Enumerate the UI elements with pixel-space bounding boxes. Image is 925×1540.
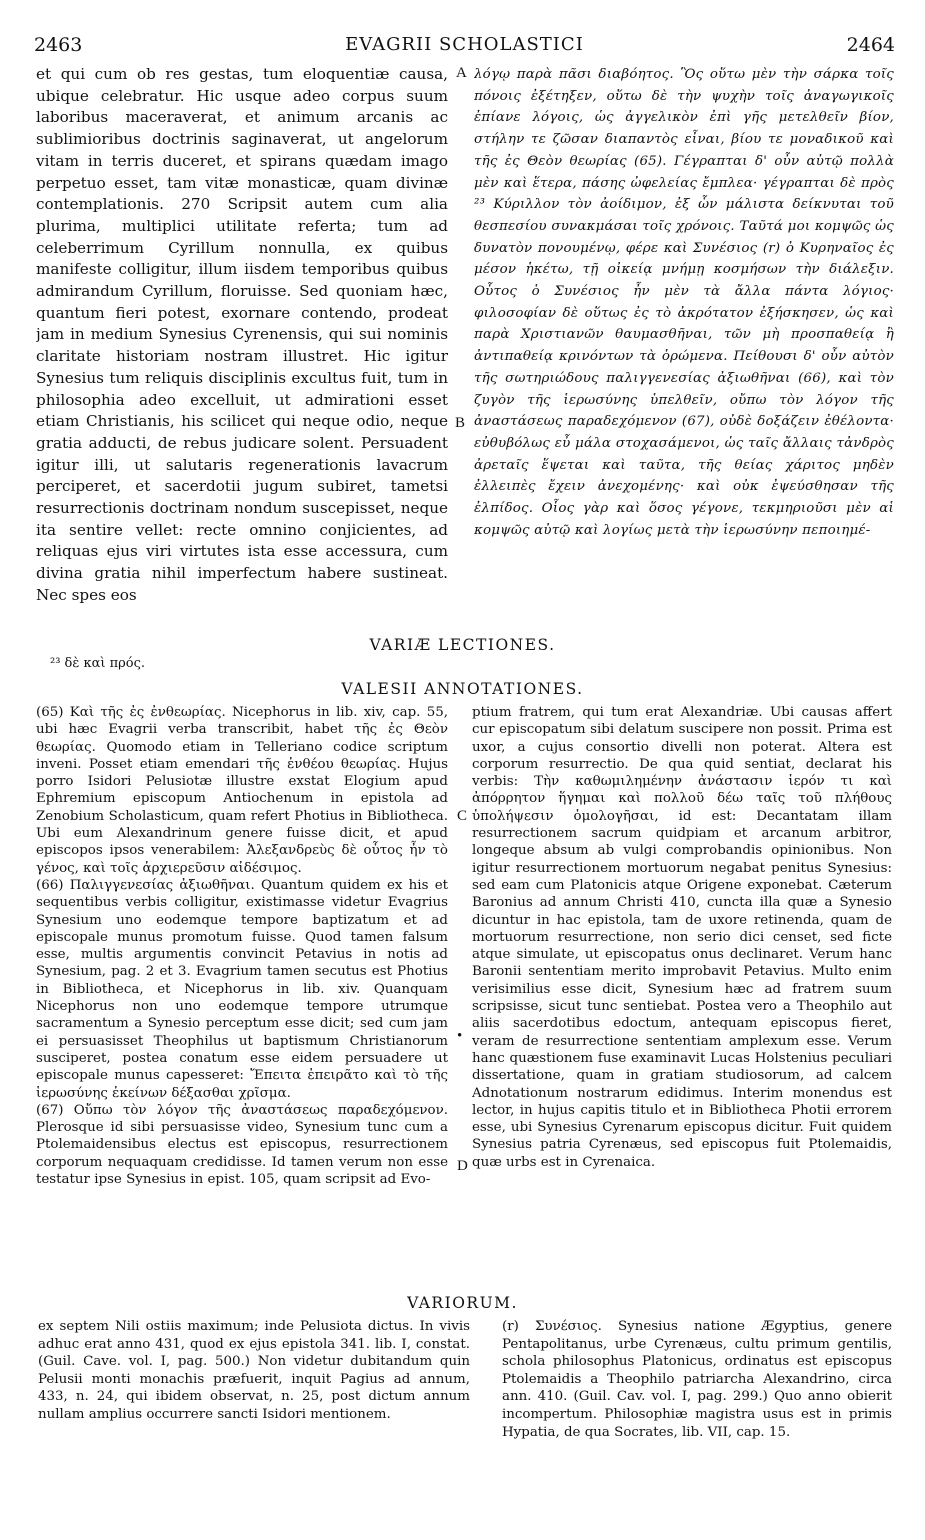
page-number-right: 2464 bbox=[846, 34, 895, 56]
margin-letter-c: C bbox=[457, 808, 468, 824]
annotation-67-continued: ptium fratrem, qui tum erat Alexandriæ. Ubi causas affert cur episcopatum sibi delatum suscipere non possit. Prima est uxor, a cujus consortio divelli non poterat. Altera est corporum resurrectio. De qua quid sentiat, declarat his verbis: Τὴν καθωμιλημένην ἀνάστασιν ἱερόν τι καὶ ἀπόρρητον ἥγημαι καὶ πολλοῦ δέω ταῖς τοῦ πλήθους ὑπολήψεσιν ὁμολογῆσαι, id est: Decantatam illam resurrectionem sacrum quidpiam et arcanum arbitror, longeque absum ab vulgi comprobandis opinionibus. Non igitur resurrectionem mortuorum negabat penitus Synesius: sed eam cum Platonicis atque Origene exponebat. Cæterum Baronius ad annum Christi 410, cuncta illa quæ a Synesio dicuntur in hac epistola, tam de uxore retinenda, quam de mortuorum resurrectione, non serio dici censet, sed ficte atque simulate, ut episcopatus onus declinaret. Verum hanc Baronii sententiam merito improbavit Petavius. Multo enim verisimilius esse dicit, Synesium hæc ad fratrem suum scripsisse, sicut tunc sentiebat. Postea vero a Theophilo aut aliis sacerdotibus edoctum, antequam episcopus fieret, veram de resurrectione sententiam amplexum esse. Verum hanc quæstionem fuse examinavit Lucas Holstenius peculiari dissertatione, quam in gratiam studiosorum, ad calcem Adnotationum nostrarum edidimus. Interim monendus est lector, in hujus capitis titulo et in Bibliotheca Photii errorem esse, ubi Synesius Cyrenarum episcopus dicitur. Fuit quidem Synesius patria Cyrenæus, sed episcopus fuit Ptolemaidis, quæ urbs est in Cyrenaica. bbox=[472, 705, 892, 1170]
page-number-left: 2463 bbox=[34, 34, 83, 56]
annotations-right-column bbox=[472, 704, 892, 1294]
variorum-right-column bbox=[502, 1318, 892, 1508]
section-title-variae-lectiones: VARIÆ LECTIONES. bbox=[369, 636, 556, 654]
footnote: ²³ δὲ καὶ πρός. bbox=[50, 656, 146, 671]
margin-bullet: • bbox=[457, 1028, 463, 1044]
section-title-variorum: VARIORUM. bbox=[407, 1294, 518, 1312]
margin-letter-a: A bbox=[456, 65, 467, 81]
variorum-note-r: (r) Συνέσιος. Synesius natione Ægyptius, genere Pentapolitanus, urbe Cyrenæus, cultu primum gentilis, schola philosophus Platonicus, ordinatus est episcopus Ptolemaidis a Theophilo patriarcha Alexandrino, circa ann. 410. (Guil. Cav. vol. I, pag. 299.) Quo anno obierit incompertum. Philosophiæ magistra usus est in primis Hypatia, de qua Socrates, lib. VII, cap. 15. bbox=[502, 1319, 892, 1440]
variorum-left-column bbox=[38, 1318, 470, 1508]
annotation-67: (67) Οὔπω τὸν λόγον τῆς ἀναστάσεως παραδεχόμενον. Plerosque id sibi persuasisse video, Synesium tunc cum a Ptolemaidensibus electus est episcopus, resurrectionem corporum nequaquam credidisse. Id tamen verum non esse testatur ipse Synesius in epist. 105, quam scripsit ad Evo- bbox=[36, 1102, 448, 1188]
main-text-latin bbox=[36, 64, 448, 636]
variorum-note-continued: ex septem Nili ostiis maximum; inde Pelusiota dictus. In vivis adhuc erat anno 431, quod ex ejus epistola 341. lib. I, constat. (Guil. Cave. vol. I, pag. 500.) Non videtur dubitandum quin Pelusii monti monachis præfuerit, inquit Pagius ad annum, 433, n. 24, qui ibidem observat, n. 25, post dictum annum nullam amplius occurrere sancti Isidori mentionem. bbox=[38, 1319, 470, 1422]
running-title: EVAGRII SCHOLASTICI bbox=[345, 34, 584, 55]
latin-paragraph: et qui cum ob res gestas, tum eloquentiæ causa, ubique celebratur. Hic usque adeo corpus suum laboribus maceraverat, et animum arcanis ac sublimioribus doctrinis saginaverat, ut angelorum vitam in terris duceret, et spirans quædam imago perpetuo esset, tam vitæ monasticæ, quam divinæ contemplationis. 270 Scripsit autem cum alia plurima, multiplici utilitate referta; tum ad celeberrimum Cyrillum nonnulla, ex quibus manifeste colligitur, illum iisdem temporibus quibus admirandum Cyrillum, floruisse. Sed quoniam hæc, quantum fieri potest, exornare contendo, prodeat jam in medium Synesius Cyrenensis, qui sui nominis claritate historiam nostram illustret. Hic igitur Synesius tum reliquis disciplinis excultus fuit, tum in philosophia adeo excelluit, ut admirationi esset etiam Christianis, his scilicet qui neque odio, neque gratia adducti, de rebus judicare solent. Persuadent igitur illi, ut salutaris regenerationis lavacrum perciperet, et sacerdotii jugum subiret, tametsi resurrectionis doctrinam nondum suscepisset, neque ita sentire vellet: recte omnino conjicientes, ad reliquas ejus viri virtutes ista esse accessura, cum divina gratia nihil imperfectum habere sustineat. Nec spes eos bbox=[36, 65, 448, 604]
greek-paragraph: λόγῳ παρὰ πᾶσι διαβόητος. Ὃς οὕτω μὲν τὴν σάρκα τοῖς πόνοις ἐξέτηξεν, οὕτω δὲ τὴν ψυχὴν τοῖς ἀναγωγικοῖς ἐπίανε λόγοις, ὡς ἀγγελικὸν ἐπὶ γῆς μετελθεῖν βίον, στήλην τε ζῶσαν διαπαντὸς εἶναι, βίου τε μοναδικοῦ καὶ τῆς ἐς Θεὸν θεωρίας (65). Γέγραπται δ' οὖν αὐτῷ πολλὰ μὲν καὶ ἕτερα, πάσης ὠφελείας ἔμπλεα· γέγραπται δὲ πρὸς ²³ Κύριλλον τὸν ἀοίδιμον, ἐξ ὧν μάλιστα δείκνυται τοῦ θεσπεσίου συνακμάσαι τοῖς χρόνοις. Ταῦτά μοι κομψῶς ὡς δυνατὸν πονουμένῳ, φέρε καὶ Συνέσιος (r) ὁ Κυρηναῖος ἐς μέσον ἡκέτω, τῇ οἰκείᾳ μνήμῃ κοσμήσων τὴν διάλεξιν. Οὗτος ὁ Συνέσιος ἦν μὲν τὰ ἄλλα πάντα λόγιος· φιλοσοφίαν δὲ οὕτως ἐς τὸ ἀκρότατον ἐξήσκησεν, ὡς καὶ παρὰ Χριστιανῶν θαυμασθῆναι, τῶν μὴ προσπαθείᾳ ἢ ἀντιπαθείᾳ κρινόντων τὰ ὁρώμενα. Πείθουσι δ' οὖν αὐτὸν τῆς σωτηριώδους παλιγγενεσίας ἀξιωθῆναι (66), καὶ τὸν ζυγὸν τῆς ἱερωσύνης ὑπελθεῖν, οὔπω τὸν λόγον τῆς ἀναστάσεως παραδεχόμενον (67), οὐδὲ δοξάζειν ἐθέλοντα· εὐθυβόλως εὖ μάλα στοχασάμενοι, ὡς ταῖς ἄλλαις τἀνδρὸς ἀρεταῖς ἕψεται καὶ ταῦτα, τῆς θείας χάριτος μηδὲν ἐλλειπὲς ἔχειν ἀνεχομένης· καὶ οὐκ ἐψεύσθησαν τῆς ἐλπίδος. Οἷος γὰρ καὶ ὅσος γέγονε, τεκμηριοῦσι μὲν αἱ κομψῶς αὐτῷ καὶ λογίως μετὰ τὴν ἱερωσύνην πεποιημέ- bbox=[474, 67, 894, 538]
margin-letter-d: D bbox=[457, 1158, 468, 1174]
annotation-66: (66) Παλιγγενεσίας ἀξιωθῆναι. Quantum quidem ex his et sequentibus verbis colligitur, existimasse videtur Evagrius Synesium uno eodemque tempore baptizatum et ad episcopale munus promotum fuisse. Quod tamen falsum esse, multis argumentis convincit Petavius in notis ad Synesium, pag. 2 et 3. Evagrium tamen secutus est Photius in Bibliotheca, et Nicephorus in lib. xiv. Quanquam Nicephorus non uno eodemque tempore utrumque sacramentum a Synesio perceptum esse dicit; sed cum jam ei persuasisset Theophilus ut baptismum Christianorum susciperet, postea conatum esse eidem persuadere ut episcopale munus capesseret: Ἔπειτα ἐπειρᾶτο καὶ τὸ τῆς ἱερωσύνης ἐκείνων δέξασθαι χρῖσμα. bbox=[36, 877, 448, 1101]
annotations-left-column bbox=[36, 704, 448, 1294]
section-title-valesii-annotationes: VALESII ANNOTATIONES. bbox=[341, 680, 584, 698]
margin-letter-b: B bbox=[455, 415, 466, 431]
running-header bbox=[34, 34, 895, 60]
main-text-greek bbox=[474, 64, 894, 636]
annotation-65: (65) Καὶ τῆς ἐς ἐνθεωρίας. Nicephorus in lib. xiv, cap. 55, ubi hæc Evagrii verba transcribit, habet τῆς ἐς Θεὸν θεωρίας. Quomodo etiam in Telleriano codice scriptum inveni. Posset etiam emendari τῆς ἐνθέου θεωρίας. Hujus porro Isidori Pelusiotæ illustre exstat Elogium apud Ephremium episcopum Antiochenum in epistola ad Zenobium Scholasticum, quam refert Photius in Bibliotheca. Ubi eum Alexandrinum genere fuisse dicit, et apud episcopos ipsos venerabilem: Ἀλεξανδρεὺς δὲ οὗτος ἦν τὸ γένος, καὶ τοῖς ἀρχιερεῦσιν αἰδέσιμος. bbox=[36, 705, 448, 876]
